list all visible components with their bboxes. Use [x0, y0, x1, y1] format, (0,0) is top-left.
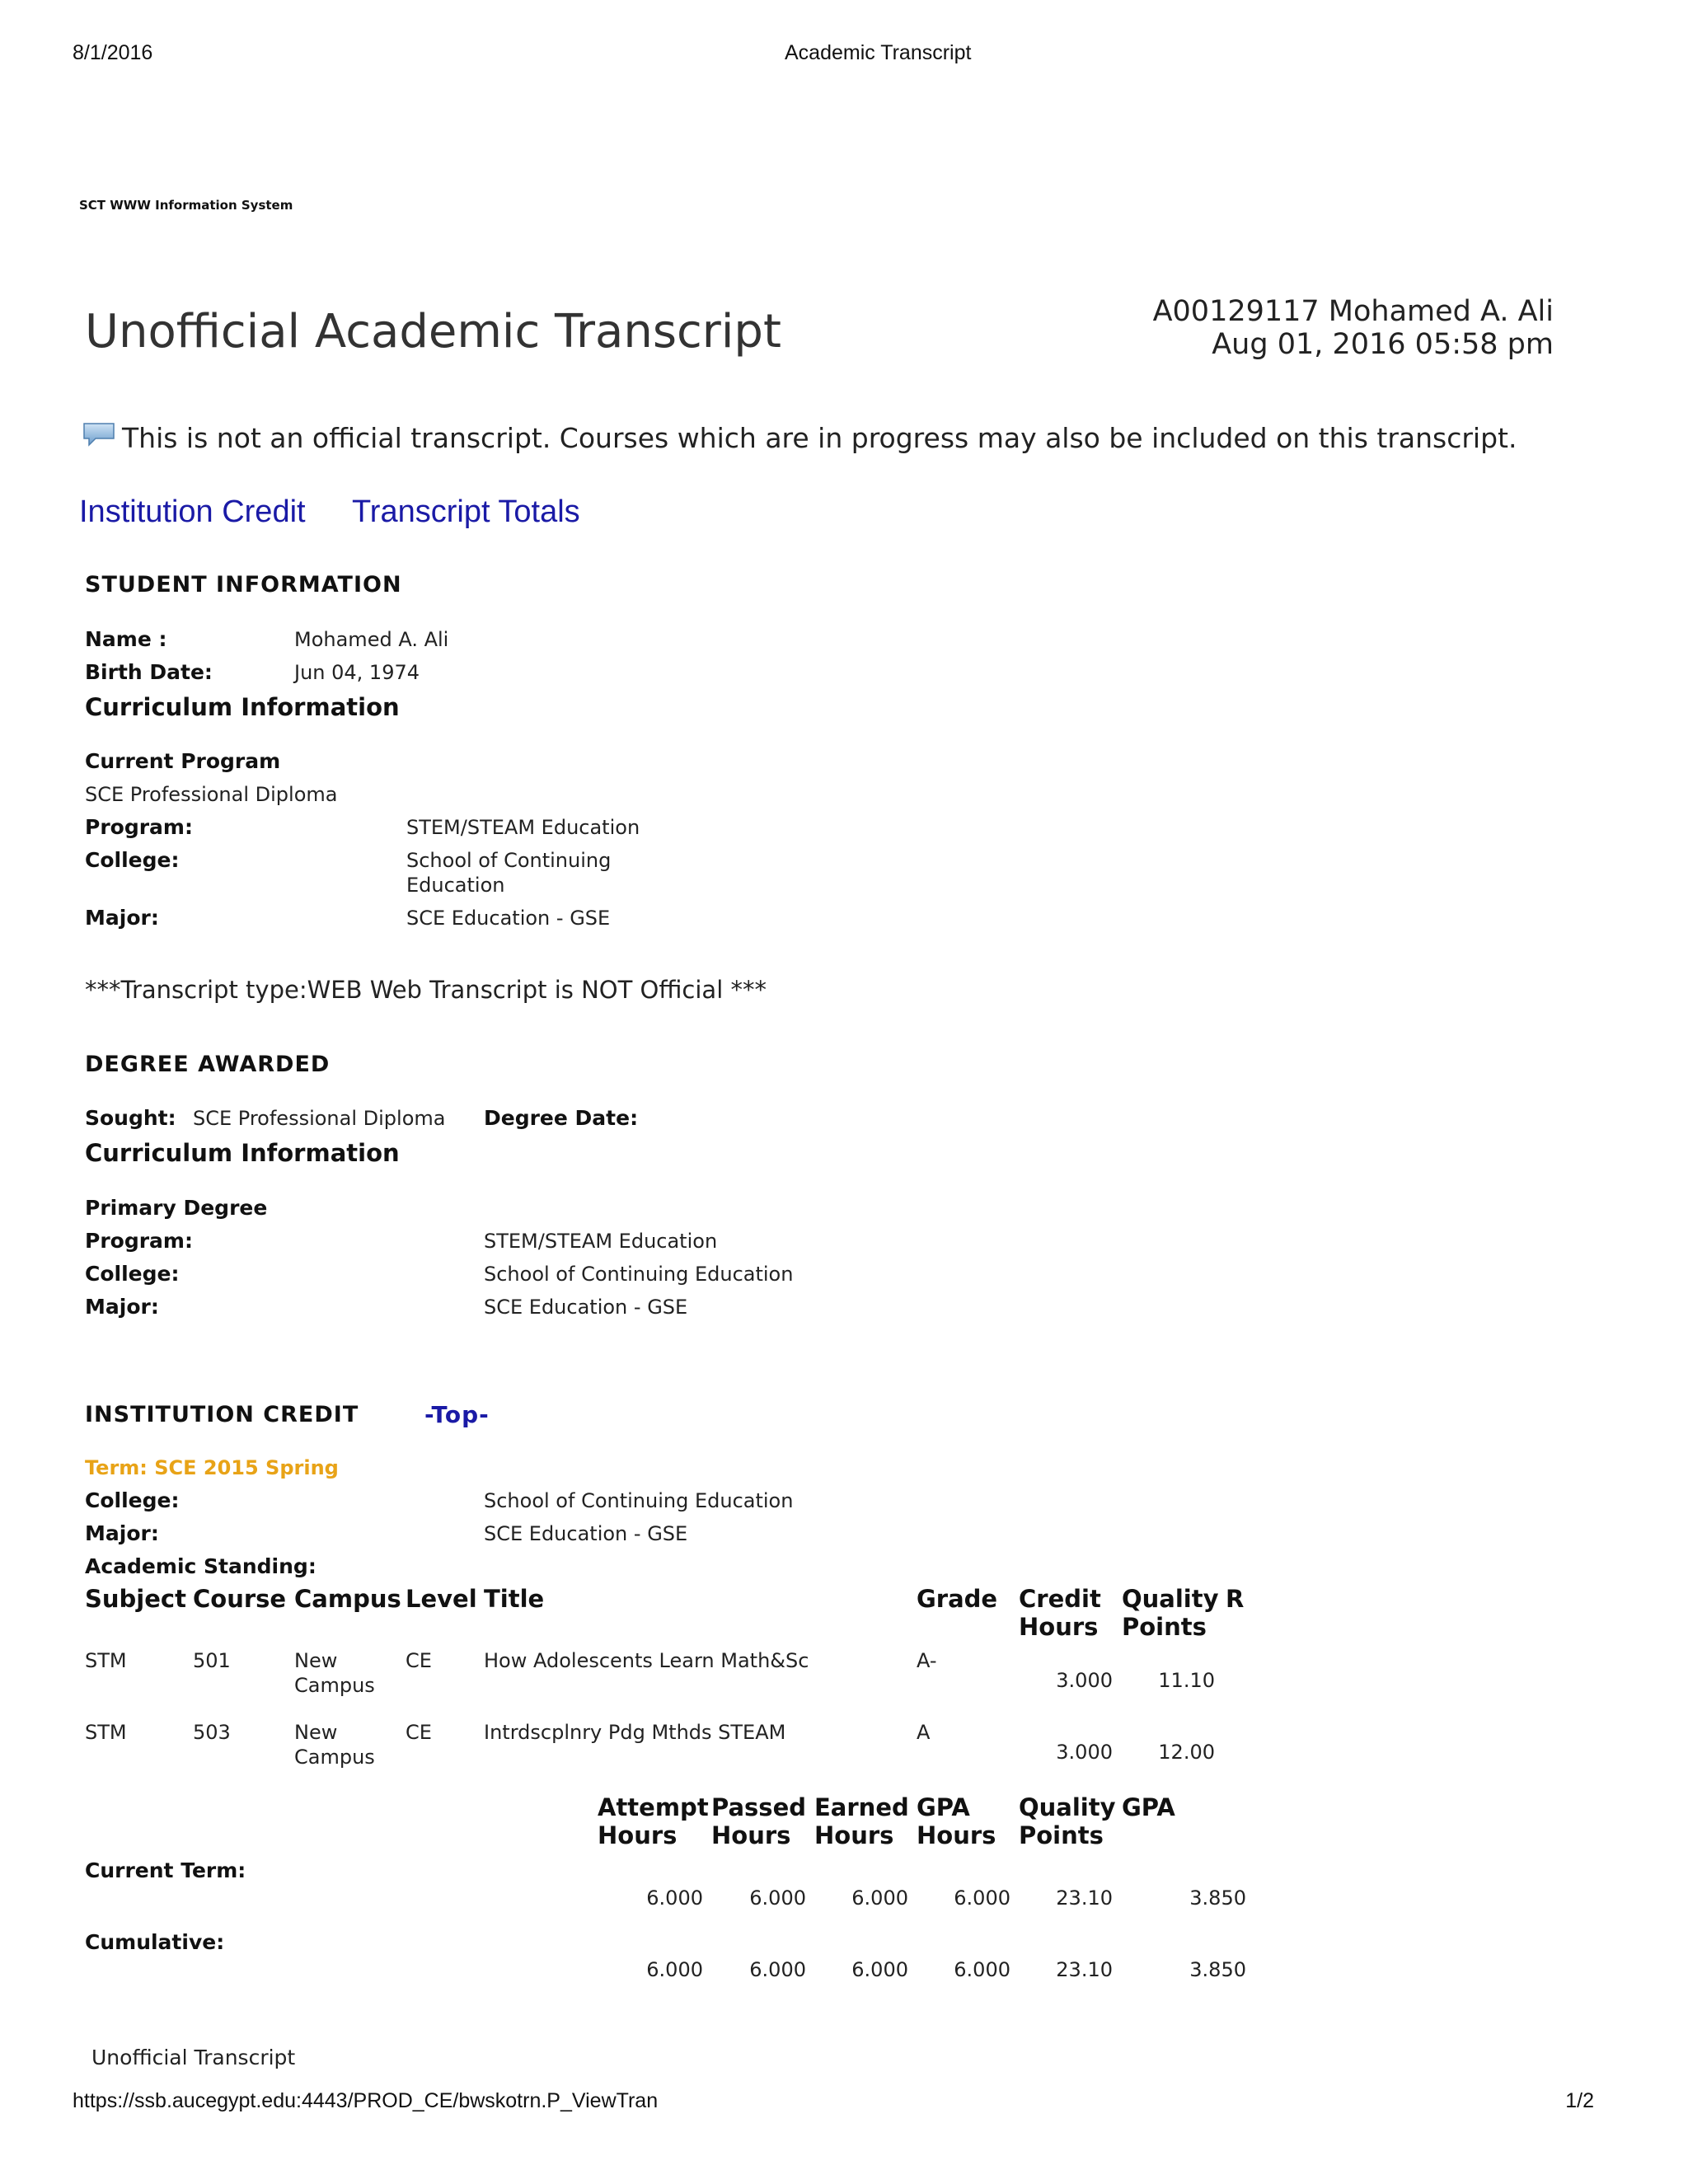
print-page-title: Academic Transcript — [785, 41, 972, 64]
row-course: 503 — [193, 1721, 231, 1744]
col-course: Course — [193, 1585, 287, 1613]
birth-date-label: Birth Date: — [85, 660, 213, 684]
row-subject: STM — [85, 1649, 127, 1672]
name-label: Name : — [85, 627, 167, 651]
sought-value: SCE Professional Diploma — [193, 1107, 446, 1130]
col-gpa-label: GPA — [917, 1793, 970, 1821]
cumulative-quality-points: 23.10 — [1056, 1958, 1113, 1981]
institution-credit-link[interactable]: Institution Credit — [79, 494, 306, 529]
program-value-2: STEM/STEAM Education — [484, 1230, 718, 1253]
ic-major-value: SCE Education - GSE — [484, 1522, 688, 1545]
info-icon — [82, 422, 115, 447]
col-passed: Passed — [711, 1793, 806, 1821]
row-level: CE — [406, 1721, 432, 1744]
col-grade: Grade — [917, 1585, 998, 1613]
row-campus-line1: New — [294, 1649, 338, 1672]
student-id-name: A00129117 Mohamed A. Ali — [1152, 295, 1554, 328]
col-r: R — [1226, 1585, 1245, 1613]
col-earned: Earned — [814, 1793, 909, 1821]
col-quality-points: Points — [1122, 1613, 1207, 1641]
primary-degree-label: Primary Degree — [85, 1196, 268, 1220]
college-value-2: School of Continuing Education — [484, 1263, 794, 1286]
degree-date-label: Degree Date: — [484, 1106, 639, 1130]
name-value: Mohamed A. Ali — [294, 628, 449, 651]
program-name: SCE Professional Diploma — [85, 783, 338, 806]
academic-standing-label: Academic Standing: — [85, 1554, 316, 1578]
ic-college-label: College: — [85, 1488, 180, 1512]
col-passed-hours: Hours — [711, 1821, 791, 1849]
row-credit-hours: 3.000 — [1056, 1741, 1113, 1764]
row-credit-hours: 3.000 — [1056, 1669, 1113, 1692]
cumulative-label: Cumulative: — [85, 1930, 225, 1954]
col-campus: Campus — [294, 1585, 401, 1613]
col-title: Title — [484, 1585, 545, 1613]
current-earned: 6.000 — [851, 1886, 908, 1910]
major-value: SCE Education - GSE — [406, 907, 611, 930]
row-level: CE — [406, 1649, 432, 1672]
cumulative-gpa: 3.850 — [1189, 1958, 1246, 1981]
current-term-label: Current Term: — [85, 1858, 246, 1882]
term-label: Term: SCE 2015 Spring — [85, 1456, 339, 1479]
info-message: This is not an official transcript. Courses which are in progress may also be included on this transcript. — [122, 422, 1517, 454]
col-gpa-hours: Hours — [917, 1821, 996, 1849]
curriculum-heading: Curriculum Information — [85, 693, 400, 721]
program-value: STEM/STEAM Education — [406, 816, 640, 839]
transcript-type-notice: ***Transcript type:WEB Web Transcript is NOT Official *** — [85, 976, 767, 1004]
current-program-label: Current Program — [85, 749, 281, 773]
row-title: How Adolescents Learn Math&Sc — [484, 1649, 809, 1672]
col-attempt: Attempt — [598, 1793, 709, 1821]
ic-college-value: School of Continuing Education — [484, 1489, 794, 1512]
college-label: College: — [85, 848, 180, 872]
major-label: Major: — [85, 906, 159, 930]
curriculum-heading-2: Curriculum Information — [85, 1139, 400, 1167]
birth-date-value: Jun 04, 1974 — [294, 661, 420, 684]
row-campus-line1: New — [294, 1721, 338, 1744]
timestamp: Aug 01, 2016 05:58 pm — [1212, 328, 1554, 361]
degree-awarded-heading: DEGREE AWARDED — [85, 1052, 331, 1077]
cumulative-attempt: 6.000 — [646, 1958, 703, 1981]
current-passed: 6.000 — [749, 1886, 806, 1910]
cumulative-gpa-hours: 6.000 — [954, 1958, 1010, 1981]
print-url: https://ssb.aucegypt.edu:4443/PROD_CE/bwskotrn.P_ViewTran — [73, 2089, 659, 2112]
college-label-2: College: — [85, 1262, 180, 1286]
col-subject: Subject — [85, 1585, 186, 1613]
current-quality-points: 23.10 — [1056, 1886, 1113, 1910]
row-quality-points: 11.10 — [1158, 1669, 1215, 1692]
print-date: 8/1/2016 — [73, 41, 153, 64]
col-total-quality: Quality — [1019, 1793, 1116, 1821]
student-info-heading: STUDENT INFORMATION — [85, 572, 402, 598]
current-gpa-hours: 6.000 — [954, 1886, 1010, 1910]
system-name: SCT WWW Information System — [79, 198, 293, 213]
cumulative-earned: 6.000 — [851, 1958, 908, 1981]
row-title: Intrdscplnry Pdg Mthds STEAM — [484, 1721, 786, 1744]
top-link[interactable]: -Top- — [424, 1401, 490, 1428]
program-label: Program: — [85, 815, 193, 839]
ic-major-label: Major: — [85, 1521, 159, 1545]
col-credit: Credit — [1019, 1585, 1101, 1613]
row-course: 501 — [193, 1649, 231, 1672]
sought-label: Sought: — [85, 1106, 176, 1130]
cumulative-passed: 6.000 — [749, 1958, 806, 1981]
col-quality: Quality — [1122, 1585, 1219, 1613]
col-total-quality-points: Points — [1019, 1821, 1104, 1849]
col-level: Level — [406, 1585, 477, 1613]
page-title: Unofficial Academic Transcript — [85, 305, 781, 359]
major-value-2: SCE Education - GSE — [484, 1296, 688, 1319]
col-attempt-hours: Hours — [598, 1821, 678, 1849]
print-page-number: 1/2 — [1565, 2089, 1594, 2112]
row-quality-points: 12.00 — [1158, 1741, 1215, 1764]
col-earned-hours: Hours — [814, 1821, 894, 1849]
transcript-totals-link[interactable]: Transcript Totals — [352, 494, 580, 529]
row-campus-line2: Campus — [294, 1746, 375, 1769]
col-credit-hours: Hours — [1019, 1613, 1099, 1641]
row-subject: STM — [85, 1721, 127, 1744]
row-campus-line2: Campus — [294, 1674, 375, 1697]
footer-note: Unofficial Transcript — [91, 2046, 296, 2069]
col-gpa: GPA — [1122, 1793, 1175, 1821]
college-value-line1: School of Continuing — [406, 849, 612, 872]
current-gpa: 3.850 — [1189, 1886, 1246, 1910]
program-label-2: Program: — [85, 1229, 193, 1253]
row-grade: A — [917, 1721, 931, 1744]
institution-credit-heading: INSTITUTION CREDIT — [85, 1402, 359, 1427]
row-grade: A- — [917, 1649, 937, 1672]
college-value-line2: Education — [406, 874, 505, 897]
current-attempt: 6.000 — [646, 1886, 703, 1910]
student-id-block — [1153, 295, 1554, 361]
major-label-2: Major: — [85, 1295, 159, 1319]
